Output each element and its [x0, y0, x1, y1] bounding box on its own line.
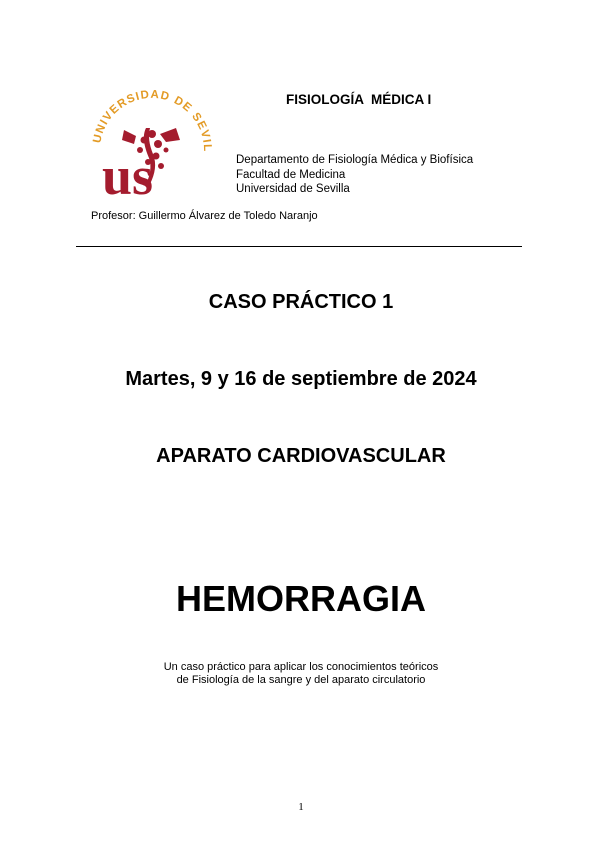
department-block [236, 153, 473, 197]
header-divider [76, 246, 522, 247]
case-title: CASO PRÁCTICO 1 [208, 291, 394, 313]
subtitle-line: de Fisiología de la sangre y del aparato circulatorio [176, 674, 426, 686]
logo-monogram: us [102, 146, 154, 206]
page-number: 1 [298, 801, 304, 813]
university-logo [86, 88, 216, 208]
session-date: Martes, 9 y 16 de septiembre de 2024 [125, 368, 477, 390]
faculty-name: Facultad de Medicina [236, 168, 346, 181]
main-title: HEMORRAGIA [176, 578, 426, 619]
logo-arc-text: UNIVERSIDAD DE SEVIL [91, 88, 214, 153]
subtitle [0, 661, 602, 687]
universidad-de-sevilla-logo-icon [86, 88, 216, 208]
professor-name: Profesor: Guillermo Álvarez de Toledo Naranjo [91, 210, 318, 222]
university-name: Universidad de Sevilla [236, 183, 350, 195]
subtitle-line: Un caso práctico para aplicar los conocimientos teóricos [163, 661, 439, 673]
course-title: FISIOLOGÍA MÉDICA I [286, 92, 432, 107]
system-heading: APARATO CARDIOVASCULAR [156, 445, 446, 467]
department-name: Departamento de Fisiología Médica y Biofísica [236, 154, 474, 166]
